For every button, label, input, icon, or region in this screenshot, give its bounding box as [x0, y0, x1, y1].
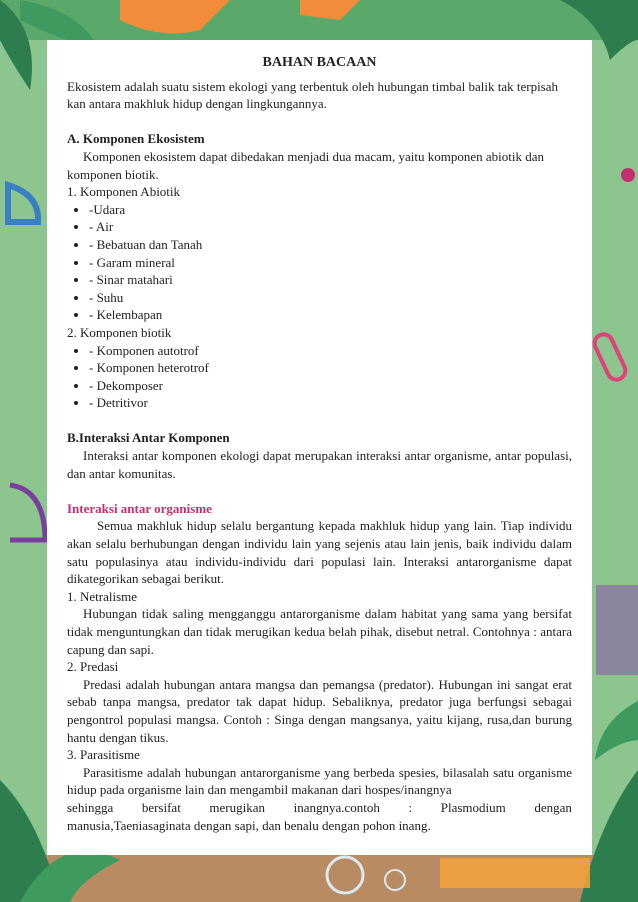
pink-dot-right: [621, 168, 635, 182]
word: merugikan: [209, 799, 266, 815]
word: inangnya.contoh: [293, 799, 380, 815]
list-item: • -Udara: [89, 201, 572, 219]
purple-shape-left: [10, 485, 45, 540]
list-item: • - Kelembapan: [89, 306, 572, 324]
intro-paragraph: Ekosistem adalah suatu sistem ekologi yang terbentuk oleh hubungan timbal balik tak terpisah kan antara makhluk hidup dengan lingkungannya.: [67, 78, 559, 112]
blue-shape-left: [8, 185, 38, 222]
section-b-text: Interaksi antar komponen ekologi dapat merupakan interaksi antar organisme, antar populasi, dan antar komunitas.: [67, 448, 572, 481]
reading-sheet: [47, 40, 592, 855]
biotik-list: [67, 342, 572, 412]
predasi-text: Predasi adalah hubungan antara mangsa dan pemangsa (predator). Hubungan ini sangat erat sebab tanpa mangsa, predator tak dapat hidup. Sebaliknya, predator juga berfungsi sebagai pengontrol populasi mangsa. Contoh : Singa dengan mangsanya, yaitu kijang, rusa,dan burung hantu dengan tikus.: [67, 676, 572, 745]
parasitisme-last-line: manusia,Taeniasaginata dengan sapi, dan benalu dengan pohon inang.: [67, 817, 431, 833]
pink-clip-right: [592, 331, 629, 382]
list-item: • - Suhu: [89, 289, 572, 307]
page-title: BAHAN BACAAN: [262, 55, 377, 70]
ruler-right: [596, 585, 638, 675]
ruler-bottom: [440, 858, 590, 888]
list-item: • - Bebatuan dan Tanah: [89, 236, 572, 254]
word: dengan: [534, 799, 572, 815]
word: :: [408, 799, 413, 815]
parasitisme-heading: 3. Parasitisme: [67, 747, 140, 763]
abiotik-list: [67, 201, 572, 324]
abiotik-heading: 1. Komponen Abiotik: [67, 184, 181, 200]
word: Plasmodium: [440, 799, 506, 815]
parasitisme-text: Parasitisme adalah hubungan antarorganisme yang berbeda spesies, bilasalah satu organisme hidup pada organisme lain dan mengambil makanan dari hospes/inangnya: [67, 764, 572, 798]
word: sehingga: [67, 799, 114, 815]
section-a-text: Komponen ekosistem dapat dibedakan menjadi dua macam, yaitu komponen abiotik dan komponen biotik.: [67, 148, 545, 182]
netralisme-heading: 1. Netralisme: [67, 588, 138, 604]
circle-bottom-small: [385, 870, 405, 890]
biotik-heading: 2. Komponen biotik: [67, 324, 172, 340]
list-item: • - Sinar matahari: [89, 271, 572, 289]
list-item: • - Air: [89, 218, 572, 236]
list-item: • - Komponen autotrof: [89, 342, 572, 360]
section-a-heading: A. Komponen Ekosistem: [67, 131, 205, 147]
list-item: • - Dekomposer: [89, 377, 572, 395]
organisme-text: Semua makhluk hidup selalu bergantung kepada makhluk hidup yang lain. Tiap individu akan selalu berhubungan dengan individu lain yang sejenis atau lain jenis, baik individu dalam satu populasinya atau individu-individu dari populasi lain. Interaksi antarorganisme dapat dikategorikan sebagai berikut.: [67, 518, 572, 587]
netralisme-text: Hubungan tidak saling mengganggu antarorganisme dalam habitat yang sama yang bersifat tidak menguntungkan dan tidak merugikan kedua belah pihak, disebut netral. Contohnya : antara capung dan sapi.: [67, 606, 572, 657]
list-item: • - Detritivor: [89, 394, 572, 412]
predasi-heading: 2. Predasi: [67, 659, 119, 675]
list-item: • - Garam mineral: [89, 254, 572, 272]
circle-bottom: [327, 857, 363, 893]
parasitisme-spread-line: [67, 799, 572, 817]
orange-shape-top-small: [300, 0, 360, 20]
list-item: • - Komponen heterotrof: [89, 359, 572, 377]
section-b-heading: B.Interaksi Antar Komponen: [67, 430, 230, 446]
word: bersifat: [141, 799, 181, 815]
leaf-right-mid: [595, 700, 638, 760]
orange-shape-top: [120, 0, 230, 33]
organisme-heading: Interaksi antar organisme: [67, 500, 212, 516]
